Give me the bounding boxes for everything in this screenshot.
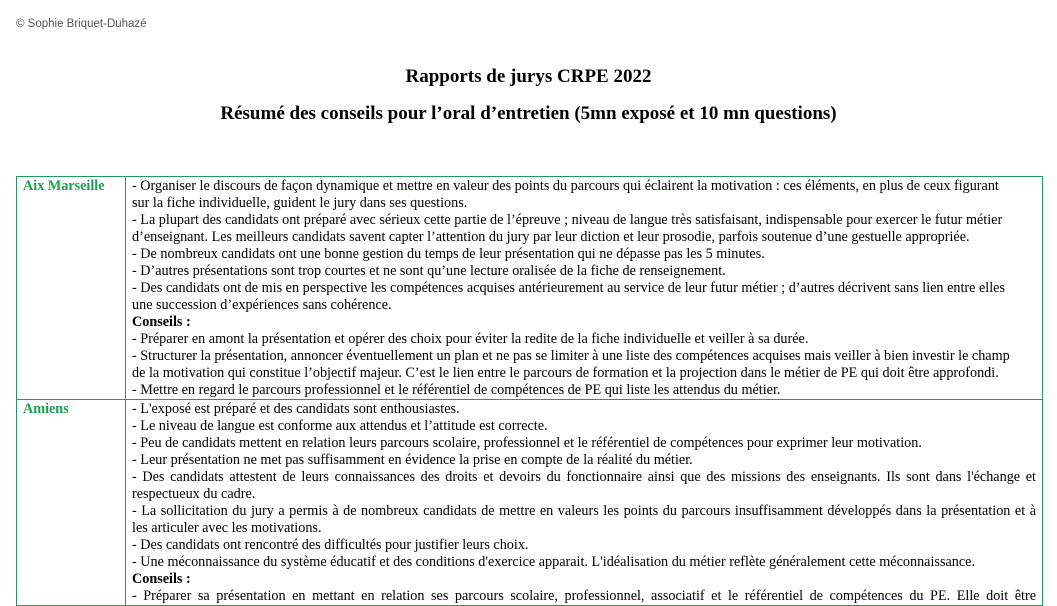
advice-line: - Leur présentation ne met pas suffisamment en évidence la prise en compte de la réalité du métier. bbox=[132, 452, 693, 468]
advice-line: - L'exposé est préparé et des candidats sont enthousiastes. bbox=[132, 401, 460, 417]
advice-line: - D’autres présentations sont trop courtes et ne sont qu’une lecture oralisée de la fiche de renseignement. bbox=[132, 263, 726, 279]
conseils-heading: Conseils : bbox=[132, 571, 191, 587]
region-advice bbox=[126, 177, 1043, 400]
advice-line: - Préparer en amont la présentation et opérer des choix pour éviter la redite de la fiche individuelle et veiller à sa durée. bbox=[132, 331, 809, 347]
advice-line: une succession d’expériences sans cohérence. bbox=[132, 297, 392, 313]
document-subtitle: Résumé des conseils pour l’oral d’entretien (5mn exposé et 10 mn questions) bbox=[220, 103, 837, 124]
advice-line: - Une méconnaissance du système éducatif et des conditions d'exercice apparait. L'idéalisation du métier reflète généralement cette méconnaissance. bbox=[132, 554, 975, 570]
jury-reports-table bbox=[16, 176, 1043, 606]
advice-line: - Structurer la présentation, annoncer éventuellement un plan et ne pas se limiter à une liste des compétences acquises mais veiller à bien investir le champ bbox=[132, 348, 1010, 364]
advice-line: sur la fiche individuelle, guident le jury dans ses questions. bbox=[132, 195, 468, 211]
copyright-notice: © Sophie Briquet-Duhazé bbox=[16, 18, 147, 30]
advice-line: respectueux du cadre. bbox=[132, 486, 256, 502]
advice-line: - Organiser le discours de façon dynamique et mettre en valeur des points du parcours qui éclairent la motivation : ces éléments, en plus de ceux figurant bbox=[132, 178, 999, 194]
table-row bbox=[17, 400, 1043, 606]
document-title: Rapports de jurys CRPE 2022 bbox=[405, 66, 652, 87]
advice-line: de la motivation qui constitue l’objectif majeur. C’est le lien entre le parcours de formation et la projection dans le métier de PE qui doit être approfondi. bbox=[132, 365, 999, 381]
advice-line: - La sollicitation du jury a permis à de nombreux candidats de mettre en valeurs les points du parcours insuffisamment développés dans la présentation et à bbox=[132, 503, 1036, 519]
advice-line: d’enseignant. Les meilleurs candidats savent capter l’attention du jury par leur diction et leur prosodie, parfois soutenue d’une gestuelle appropriée. bbox=[132, 229, 970, 245]
advice-line: les articuler avec les motivations. bbox=[132, 520, 322, 536]
advice-line: - Le niveau de langue est conforme aux attendus et l’attitude est correcte. bbox=[132, 418, 548, 434]
region-name: Aix Marseille bbox=[17, 177, 126, 400]
advice-line: - De nombreux candidats ont une bonne gestion du temps de leur présentation qui ne dépasse pas les 5 minutes. bbox=[132, 246, 765, 262]
conseils-heading: Conseils : bbox=[132, 314, 191, 330]
advice-line: - Des candidats attestent de leurs connaissances des droits et devoirs du fonctionnaire ainsi que des missions des enseignants. Ils sont dans l'échange et bbox=[132, 469, 1036, 485]
advice-line: - Mettre en regard le parcours professionnel et le référentiel de compétences de PE qui liste les attendus du métier. bbox=[132, 382, 781, 398]
advice-line: - Préparer sa présentation en mettant en relation ses parcours scolaire, professionnel, associatif et le référentiel de compétences du PE. Elle doit être bbox=[132, 588, 1036, 604]
region-advice bbox=[126, 400, 1043, 606]
advice-line: - Des candidats ont rencontré des difficultés pour justifier leurs choix. bbox=[132, 537, 529, 553]
table-row bbox=[17, 177, 1043, 400]
region-name: Amiens bbox=[17, 400, 126, 606]
advice-line: - La plupart des candidats ont préparé avec sérieux cette partie de l’épreuve ; niveau de langue très satisfaisant, indispensable pour exercer le futur métier bbox=[132, 212, 1003, 228]
advice-line: - Des candidats ont de mis en perspective les compétences acquises antérieurement au service de leur futur métier ; d’autres décrivent sans lien entre elles bbox=[132, 280, 1005, 296]
advice-line: - Peu de candidats mettent en relation leurs parcours scolaire, professionnel et le référentiel de compétences pour exprimer leur motivation. bbox=[132, 435, 922, 451]
